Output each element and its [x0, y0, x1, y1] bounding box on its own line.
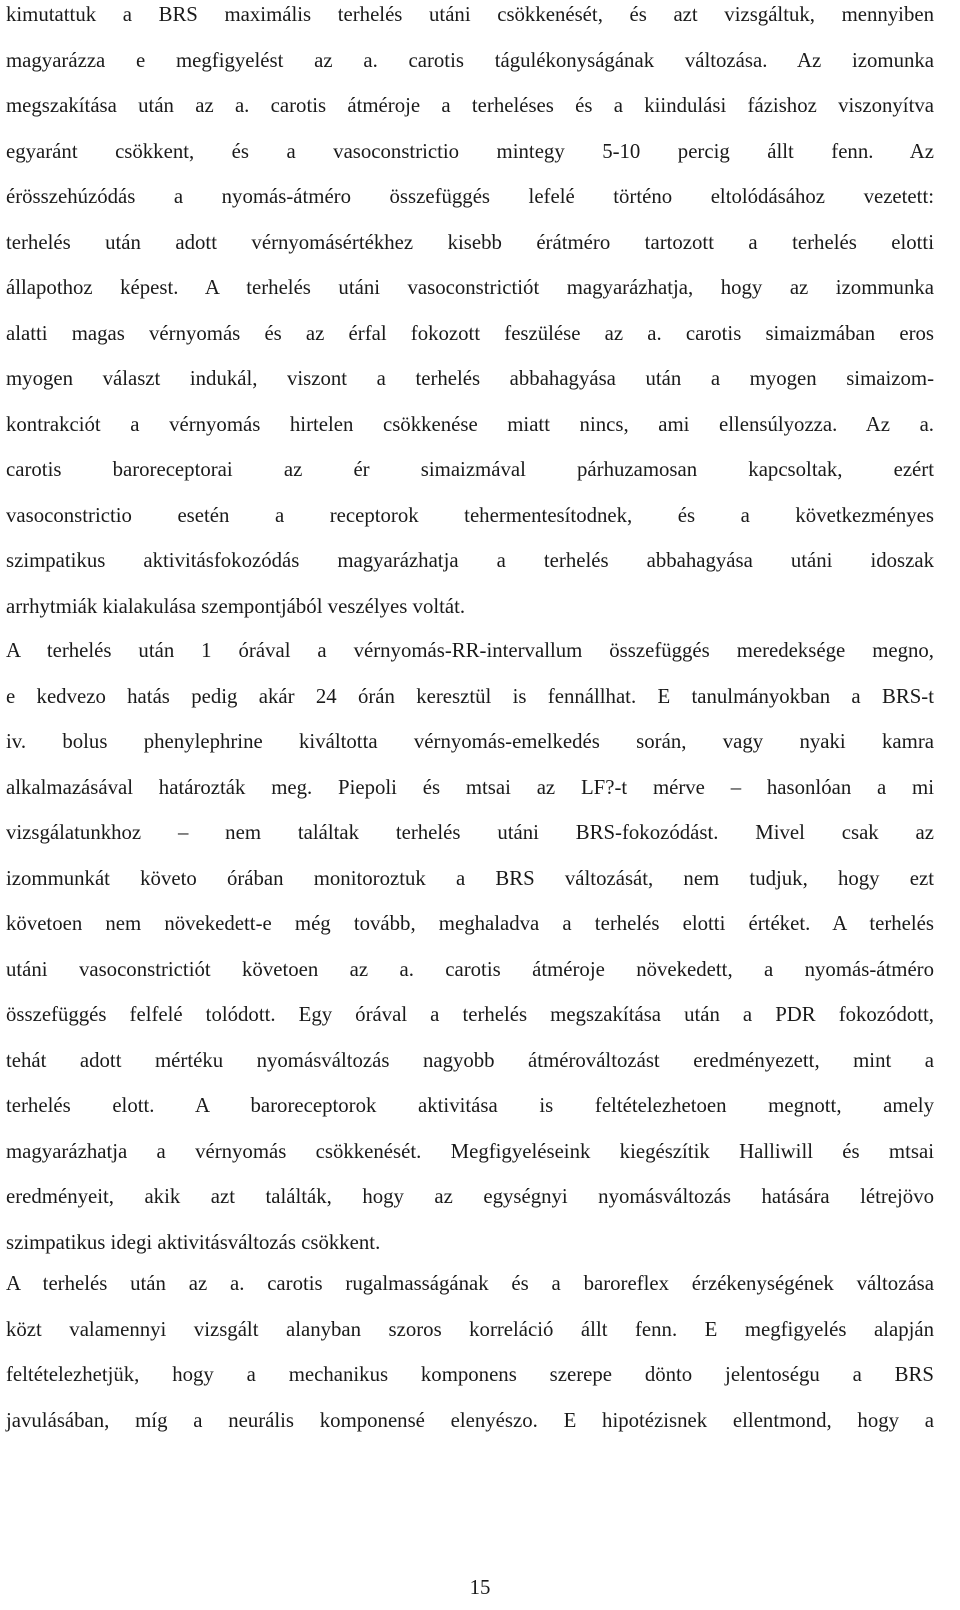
text-line: utáni vasoconstrictiót követoen az a. carotis átméroje növekedett, a nyomás-átméro — [6, 957, 934, 981]
text-line: állapothoz képest. A terhelés utáni vasoconstrictiót magyarázhatja, hogy az izommunka — [6, 276, 934, 299]
paragraph-1 — [6, 0, 934, 637]
text-line: megszakítása után az a. carotis átméroje a terheléses és a kiindulási fázishoz viszonyítva — [6, 94, 934, 117]
text-line: terhelés után adott vérnyomásértékhez kisebb érátméro tartozott a terhelés elotti — [6, 230, 934, 254]
text-line: magyarázhatja a vérnyomás csökkenését. Megfigyeléseink kiegészítik Halliwill és mtsai — [6, 1139, 934, 1163]
text-line: eredményeit, akik azt találták, hogy az egységnyi nyomásváltozás hatására létrejövo — [6, 1185, 934, 1208]
text-line: vizsgálatunkhoz – nem találtak terhelés utáni BRS-fokozódást. Mivel csak az — [6, 821, 934, 844]
text-line: alkalmazásával határozták meg. Piepoli és mtsai az LF?-t mérve – hasonlóan a mi — [6, 775, 934, 799]
text-line: magyarázza e megfigyelést az a. carotis tágulékonyságának változása. Az izomunka — [6, 48, 934, 72]
paragraph-2 — [6, 636, 934, 1273]
text-line: A terhelés után 1 órával a vérnyomás-RR-intervallum összefüggés meredeksége megno, — [6, 639, 934, 662]
text-line: érösszehúzódás a nyomás-átméro összefüggés lefelé történo eltolódásához vezetett: — [6, 185, 934, 208]
text-line: egyaránt csökkent, és a vasoconstrictio mintegy 5-10 percig állt fenn. Az — [6, 139, 934, 163]
text-line: javulásában, míg a neurális komponensé elenyészo. E hipotézisnek ellentmond, hogy a — [6, 1408, 934, 1432]
text-line: izommunkát követo órában monitoroztuk a BRS változását, nem tudjuk, hogy ezt — [6, 866, 934, 890]
text-line: közt valamennyi vizsgált alanyban szoros korreláció állt fenn. E megfigyelés alapján — [6, 1317, 934, 1341]
text-line: alatti magas vérnyomás és az érfal fokozott feszülése az a. carotis simaizmában eros — [6, 321, 934, 345]
text-line: carotis baroreceptorai az ér simaizmával párhuzamosan kapcsoltak, ezért — [6, 458, 934, 481]
text-line: szimpatikus aktivitásfokozódás magyarázhatja a terhelés abbahagyása utáni idoszak — [6, 549, 934, 572]
paragraph-3 — [6, 1269, 934, 1451]
page-number: 15 — [469, 1576, 491, 1599]
text-line: myogen választ indukál, viszont a terhelés abbahagyása után a myogen simaizom- — [6, 367, 934, 390]
text-line: kontrakciót a vérnyomás hirtelen csökkenése miatt nincs, ami ellensúlyozza. Az a. — [6, 412, 934, 436]
text-line: e kedvezo hatás pedig akár 24 órán keresztül is fennállhat. E tanulmányokban a BRS-t — [6, 684, 934, 708]
text-line: vasoconstrictio esetén a receptorok tehermentesítodnek, és a következményes — [6, 503, 934, 527]
text-line: terhelés elott. A baroreceptorok aktivitása is feltételezhetoen megnott, amely — [6, 1094, 934, 1117]
text-line: tehát adott mértéku nyomásváltozás nagyobb átmérováltozást eredményezett, mint a — [6, 1048, 934, 1072]
text-line: összefüggés felfelé tolódott. Egy órával a terhelés megszakítása után a PDR fokozódott, — [6, 1003, 934, 1026]
text-line: követoen nem növekedett-e még tovább, meghaladva a terhelés elotti értéket. A terhelés — [6, 912, 934, 935]
text-line: szimpatikus idegi aktivitásváltozás csökkent. — [6, 1230, 381, 1254]
text-line: iv. bolus phenylephrine kiváltotta vérnyomás-emelkedés során, vagy nyaki kamra — [6, 730, 934, 753]
text-line: arrhytmiák kialakulása szempontjából veszélyes voltát. — [6, 594, 466, 618]
text-line: kimutattuk a BRS maximális terhelés utáni csökkenését, és azt vizsgáltuk, mennyiben — [6, 3, 934, 26]
text-line: feltételezhetjük, hogy a mechanikus komponens szerepe dönto jelentoségu a BRS — [6, 1363, 934, 1386]
text-line: A terhelés után az a. carotis rugalmasságának és a baroreflex érzékenységének változása — [6, 1272, 934, 1295]
